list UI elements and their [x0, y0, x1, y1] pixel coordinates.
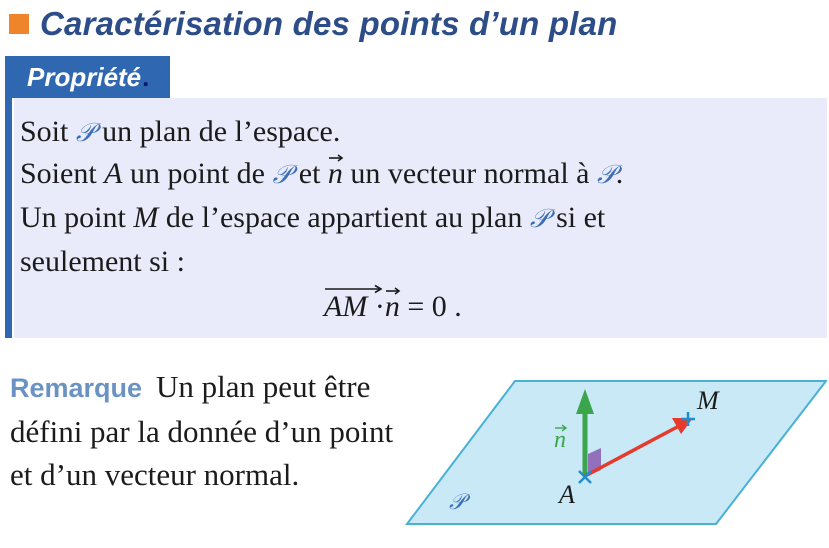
property-line-4: seulement si : — [20, 245, 185, 278]
vector-AM: AM — [324, 290, 367, 324]
remark-label: Remarque — [10, 373, 143, 403]
property-line-2: Soient A un point de 𝒫 et n un vecteur normal à 𝒫. — [20, 157, 624, 190]
label-n: n — [554, 427, 566, 453]
plane-figure — [405, 364, 827, 548]
label-M: M — [697, 386, 719, 415]
formula: AM · n = 0 . — [324, 290, 462, 324]
section-header — [0, 0, 829, 48]
plane-symbol: 𝒫 — [272, 160, 292, 190]
plane-symbol: 𝒫 — [529, 204, 549, 234]
vector-n: n — [327, 157, 343, 190]
remark — [10, 365, 400, 496]
plane-symbol: 𝒫 — [596, 160, 616, 190]
property-tab — [5, 56, 170, 98]
property-line-3: Un point M de l’espace appartient au plan 𝒫 si et — [20, 201, 606, 234]
label-plane: 𝒫 — [449, 490, 465, 515]
property-tab-label: Propriété. — [27, 61, 150, 92]
section-title: Caractérisation des points d’un plan — [40, 5, 618, 42]
remark-text: Un plan peut être défini par la donnée d’un point et d’un vecteur normal. — [10, 369, 394, 492]
vector-n: n — [384, 290, 400, 323]
label-A: A — [559, 480, 575, 509]
plane-symbol: 𝒫 — [75, 118, 95, 148]
plane-shape — [407, 381, 826, 524]
property-line-1: Soit 𝒫 un plan de l’espace. — [20, 115, 341, 148]
property-box — [5, 98, 827, 338]
section-bullet-icon — [9, 14, 29, 34]
